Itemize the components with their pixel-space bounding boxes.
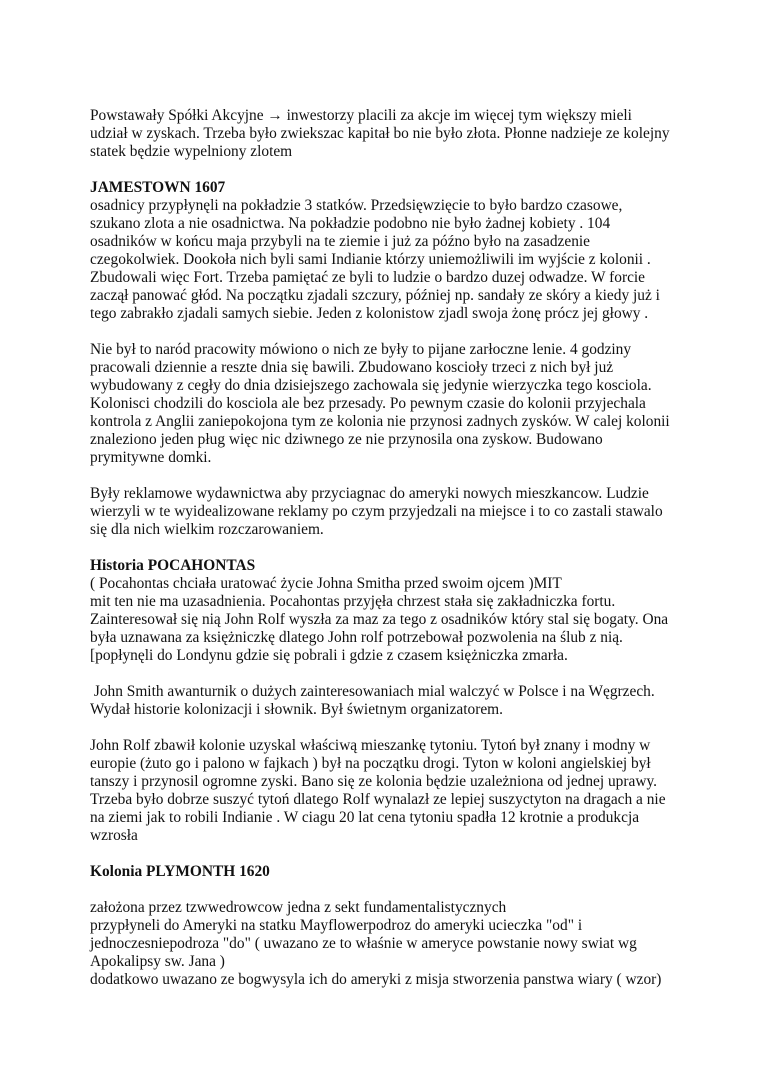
jamestown-section	[90, 179, 670, 539]
text-line: tanszy i przynosil ogromne zyski. Bano się ze kolonia będzie uzależniona od jednej uprawy.	[90, 773, 657, 790]
text-line: prymitywne domki.	[90, 449, 212, 466]
text-line: udział w zyskach. Trzeba było zwiekszac kapitał bo nie było złota. Płonne nadzieje ze kolejny	[90, 125, 670, 142]
text-line: znaleziono jeden pług więc nic dziwnego ze nie przynosila ona zyskow. Budowano	[90, 431, 603, 448]
text-line: Nie był to naród pracowity mówiono o nich ze były to pijane zarłoczne lenie. 4 godziny	[90, 341, 632, 358]
intro-paragraph	[90, 107, 670, 161]
text-line: zaczął panować głód. Na początku zjadali szczury, później np. sandały ze skóry a kiedy już i	[90, 287, 660, 304]
text-line: Były reklamowe wydawnictwa aby przyciagnac do ameryki nowych mieszkancow. Ludzie	[90, 485, 649, 502]
plymouth-section	[90, 863, 670, 989]
text-line: przypłyneli do Ameryki na statku Mayflowerpodroz do ameryki ucieczka "od" i	[90, 917, 583, 934]
text-line: jednoczesniepodroza "do" ( uwazano ze to właśnie w ameryce powstanie nowy swiat wg	[90, 935, 637, 952]
text-line: się dla nich wielkim rozczarowaniem.	[90, 521, 324, 538]
text-line: osadników w końcu maja przybyli na te ziemie i już za późno było na zasadzenie	[90, 233, 591, 250]
paragraph	[90, 899, 670, 989]
text-line: statek będzie wypelniony zlotem	[90, 143, 293, 160]
text-line: John Rolf zbawił kolonie uzyskal właściwą mieszankę tytoniu. Tytoń był znany i modny w	[90, 737, 651, 754]
text-line: była uznawana za księżniczkę dlatego John rolf potrzebował pozwolenia na ślub z nią.	[90, 629, 623, 646]
section-heading: Historia POCAHONTAS	[90, 557, 256, 574]
paragraph	[90, 737, 670, 845]
text-line: Trzeba było dobrze suszyć tytoń dlatego Rolf wynalazł ze lepiej suszyctyton na dragach a nie	[90, 791, 666, 808]
text-line: wybudowany z cegły do dnia dzisiejszego zachowala się jedynie wierzyczka tego kosciola.	[90, 377, 652, 394]
document-page	[90, 107, 670, 989]
text-line: europie (żuto go i palono w fajkach ) był na początku drogi. Tyton w koloni angielskiej był	[90, 755, 651, 772]
text-line: czegokolwiek. Dookoła nich byli sami Indianie którzy uniemożliwili im wyjście z kolonii .	[90, 251, 651, 268]
text-line: wierzyli w te wyidealizowane reklamy po czym przyjedzali na miejsce i to co zastali stawalo	[90, 503, 663, 520]
section-heading: Kolonia PLYMONTH 1620	[90, 863, 270, 880]
text-line: osadnicy przypłynęli na pokładzie 3 statków. Przedsięwzięcie to było bardzo czasowe,	[90, 197, 623, 214]
text-line: Wydał historie kolonizacji i słownik. Był świetnym organizatorem.	[90, 701, 503, 718]
text-line: Apokalipsy sw. Jana )	[90, 953, 225, 970]
text-line: szukano zlota a nie osadnictwa. Na pokładzie podobno nie było żadnej kobiety . 104	[90, 215, 611, 232]
paragraph	[90, 683, 670, 719]
text-line: Powstawały Spółki Akcyjne → inwestorzy placili za akcje im więcej tym większy mieli	[90, 107, 632, 124]
pocahontas-section	[90, 557, 670, 845]
text-line: tego zabrakło zjadali samych siebie. Jeden z kolonistow zjadl swoja żonę prócz jej głowy .	[90, 305, 649, 322]
paragraph	[90, 341, 670, 467]
paragraph	[90, 485, 670, 539]
text-line: Zbudowali więc Fort. Trzeba pamiętać ze byli to ludzie o bardzo duzej odwadze. W forcie	[90, 269, 646, 286]
text-line: John Smith awanturnik o dużych zainteresowaniach mial walczyć w Polsce i na Węgrzech.	[90, 683, 655, 700]
text-line: [popłynęli do Londynu gdzie się pobrali i gdzie z czasem księżniczka zmarła.	[90, 647, 568, 664]
paragraph	[90, 197, 670, 323]
text-line: wzrosła	[90, 827, 138, 844]
section-heading: JAMESTOWN 1607	[90, 179, 226, 196]
text-line: na ziemi jak to robili Indianie . W ciagu 20 lat cena tytoniu spadła 12 krotnie a produkcja	[90, 809, 640, 826]
text-line: ( Pocahontas chciała uratować życie Johna Smitha przed swoim ojcem )MIT	[90, 575, 562, 592]
text-line: pracowali dziennie a reszte dnia się bawili. Zbudowano koscioły trzeci z nich był już	[90, 359, 614, 376]
text-line: Kolonisci chodzili do kosciola ale bez przesady. Po pewnym czasie do kolonii przyjechala	[90, 395, 646, 412]
text-line: kontrola z Anglii zaniepokojona tym ze kolonia nie przynosi zadnych zysków. W calej kolonii	[90, 413, 670, 430]
text-line: Zainteresował się nią John Rolf wyszła za maz za tego z osadników który stal się bogaty. Ona	[90, 611, 669, 628]
text-line: założona przez tzwwedrowcow jedna z sekt fundamentalistycznych	[90, 899, 507, 916]
text-line: dodatkowo uwazano ze bogwysyla ich do ameryki z misja stworzenia panstwa wiary ( wzor)	[90, 971, 662, 988]
paragraph	[90, 575, 670, 665]
text-line: mit ten nie ma uzasadnienia. Pocahontas przyjęła chrzest stała się zakładniczka fortu.	[90, 593, 616, 610]
